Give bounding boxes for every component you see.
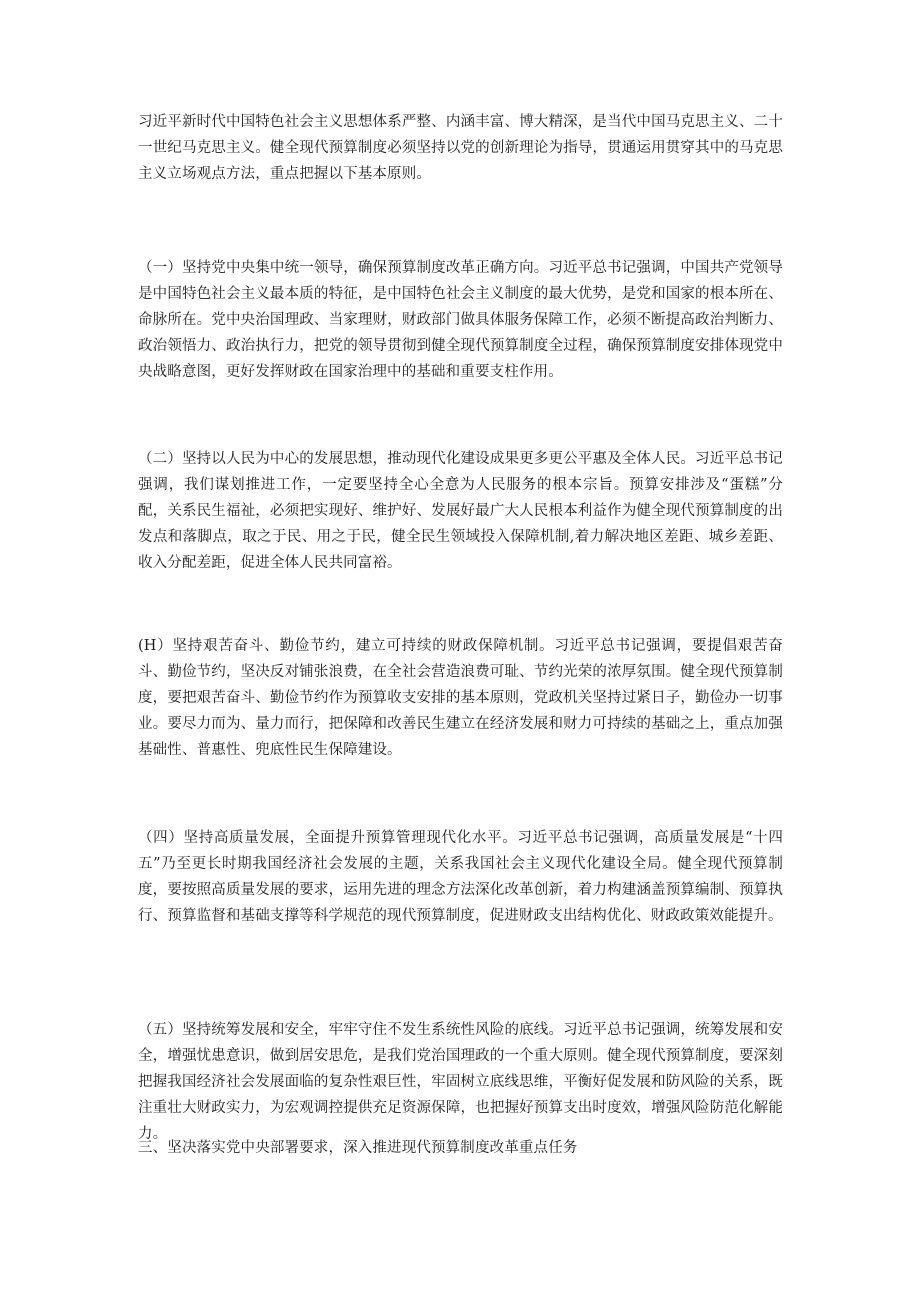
principle-5-paragraph: （五）坚持统筹发展和安全，牢牢守住不发生系统性风险的底线。习近平总书记强调，统筹发展和安全，增强忧患意识，做到居安思危，是我们党治国理政的一个重大原则。健全现代预算制度，要深刻把握我国经济社会发展面临的复杂性艰巨性，牢固树立底线思维，平衡好促发展和防风险的关系，既注重壮大财政实力，为宏观调控提供充足资源保障，也把握好预算支出时度效，增强风险防范化解能力。 [138, 1022, 783, 1142]
section-3-heading: 三、坚决落实党中央部署要求，深入推进现代预算制度改革重点任务 [138, 1140, 578, 1156]
intro-paragraph: 习近平新时代中国特色社会主义思想体系严整、内涵丰富、博大精深，是当代中国马克思主义、二十一世纪马克思主义。健全现代预算制度必须坚持以党的创新理论为指导，贯通运用贯穿其中的马克思主义立场观点方法，重点把握以下基本原则。 [138, 114, 783, 182]
principle-1-paragraph: （一）坚持党中央集中统一领导，确保预算制度改革正确方向。习近平总书记强调，中国共产党领导是中国特色社会主义最本质的特征，是中国特色社会主义制度的最大优势，是党和国家的根本所在、命脉所在。党中央治国理政、当家理财，财政部门做具体服务保障工作，必须不断提高政治判断力、政治领悟力、政治执行力，把党的领导贯彻到健全现代预算制度全过程，确保预算制度安排体现党中央战略意图，更好发挥财政在国家治理中的基础和重要支柱作用。 [138, 260, 783, 380]
principle-3-paragraph: (H）坚持艰苦奋斗、勤俭节约，建立可持续的财政保障机制。习近平总书记强调，要提倡艰苦奋斗、勤俭节约，坚决反对铺张浪费，在全社会营造浪费可耻、节约光荣的浓厚氛围。健全现代预算制度，要把艰苦奋斗、勤俭节约作为预算收支安排的基本原则，党政机关坚持过紧日子，勤俭办一切事业。要尽力而为、量力而行，把保障和改善民生建立在经济发展和财力可持续的基础之上，重点加强基础性、普惠性、兜底性民生保障建设。 [138, 638, 783, 758]
principle-2-paragraph: （二）坚持以人民为中心的发展思想，推动现代化建设成果更多更公平惠及全体人民。习近平总书记强调，我们谋划推进工作，一定要坚持全心全意为人民服务的根本宗旨。预算安排涉及“蛋糕”分配，关系民生福祉，必须把实现好、维护好、发展好最广大人民根本利益作为健全现代预算制度的出发点和落脚点，取之于民、用之于民，健全民生领域投入保障机制,着力解决地区差距、城乡差距、收入分配差距，促进全体人民共同富裕。 [138, 451, 783, 571]
principle-4-paragraph: （四）坚持高质量发展，全面提升预算管理现代化水平。习近平总书记强调，高质量发展是“十四五”乃至更长时期我国经济社会发展的主题，关系我国社会主义现代化建设全局。健全现代预算制度，要按照高质量发展的要求，运用先进的理念方法深化改革创新，着力构建涵盖预算编制、预算执行、预算监督和基础支撑等科学规范的现代预算制度，促进财政支出结构优化、财政政策效能提升。 [138, 830, 783, 924]
